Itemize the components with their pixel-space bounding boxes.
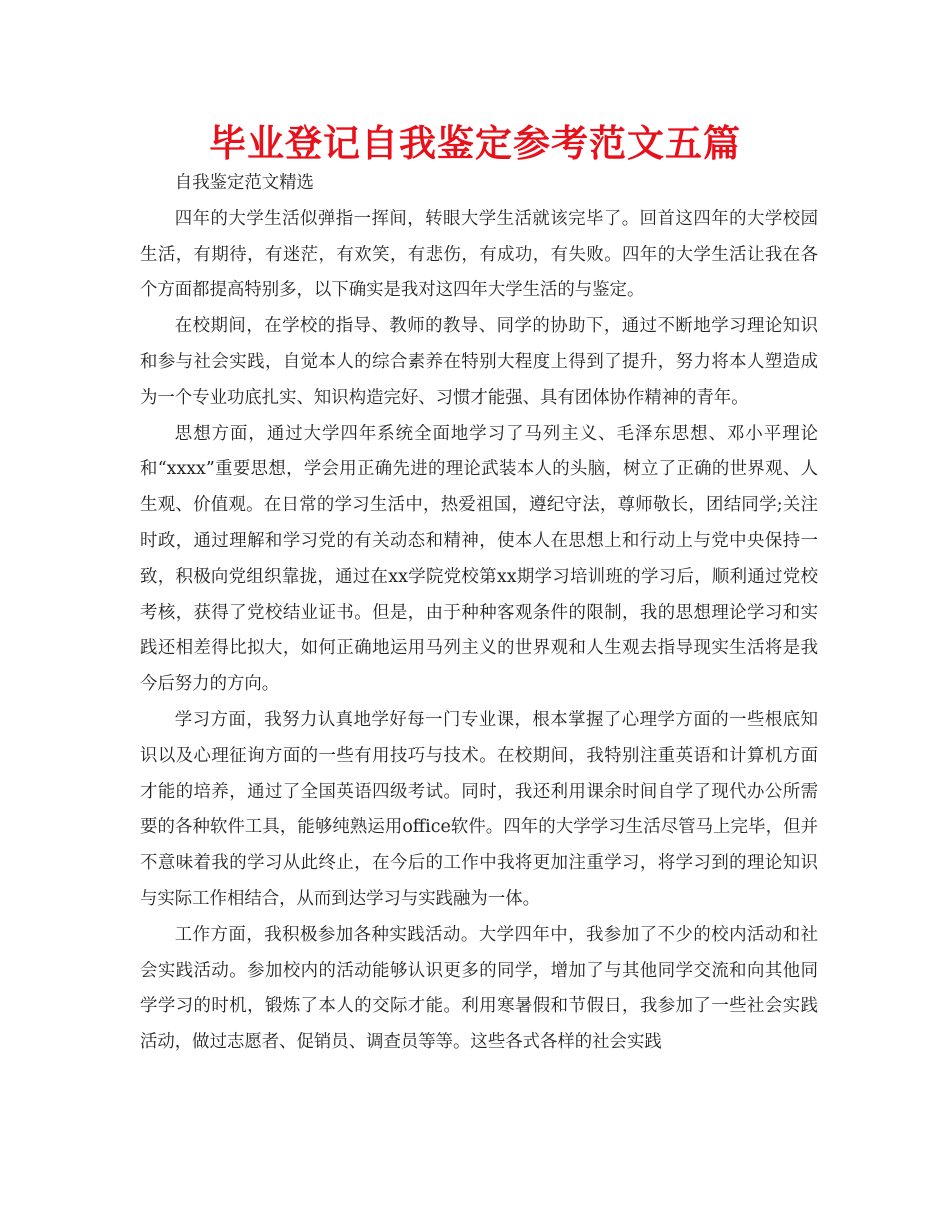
body-paragraph: 在校期间，在学校的指导、教师的教导、同学的协助下，通过不断地学习理论知识和参与社会实践，自觉本人的综合素养在特别大程度上得到了提升，努力将本人塑造成为一个专业功底扎实、知识构造完好、习惯才能强、具有团体协作精神的青年。 bbox=[140, 316, 818, 408]
document-title: 毕业登记自我鉴定参考范文五篇 bbox=[209, 122, 741, 165]
body-paragraph: 思想方面，通过大学四年系统全面地学习了马列主义、毛泽东思想、邓小平理论和“xxxx”重要思想，学会用正确先进的理论武装本人的头脑，树立了正确的世界观、人生观、价值观。在日常的学习生活中，热爱祖国，遵纪守法，尊师敬长，团结同学;关注时政，通过理解和学习党的有关动态和精神，使本人在思想上和行动上与党中央保持一致，积极向党组织靠拢，通过在xx学院党校第xx期学习培训班的学习后，顺利通过党校考核，获得了党校结业证书。但是，由于种种客观条件的限制，我的思想理论学习和实践还相差得比拟大，如何正确地运用马列主义的世界观和人生观去指导现实生活将是我今后努力的方向。 bbox=[140, 423, 818, 695]
body-paragraph: 工作方面，我积极参加各种实践活动。大学四年中，我参加了不少的校内活动和社会实践活动。参加校内的活动能够认识更多的同学，增加了与其他同学交流和向其他同学学习的时机，锻炼了本人的交际才能。利用寒暑假和节假日，我参加了一些社会实践活动，做过志愿者、促销员、调查员等等。这些各式各样的社会实践 bbox=[140, 924, 818, 1053]
document-body bbox=[140, 166, 818, 1061]
body-paragraph: 学习方面，我努力认真地学好每一门专业课，根本掌握了心理学方面的一些根底知识以及心理征询方面的一些有用技巧与技术。在校期间，我特别注重英语和计算机方面才能的培养，通过了全国英语四级考试。同时，我还利用课余时间自学了现代办公所需要的各种软件工具，能够纯熟运用office软件。四年的大学学习生活尽管马上完毕，但并不意味着我的学习从此终止，在今后的工作中我将更加注重学习，将学习到的理论知识与实际工作相结合，从而到达学习与实践融为一体。 bbox=[140, 709, 818, 909]
body-paragraph: 四年的大学生活似弹指一挥间，转眼大学生活就该完毕了。回首这四年的大学校园生活，有期待，有迷茫，有欢笑，有悲伤，有成功，有失败。四年的大学生活让我在各个方面都提高特别多，以下确实是我对这四年大学生活的与鉴定。 bbox=[140, 208, 818, 301]
subtitle-paragraph: 自我鉴定范文精选 bbox=[174, 173, 314, 193]
